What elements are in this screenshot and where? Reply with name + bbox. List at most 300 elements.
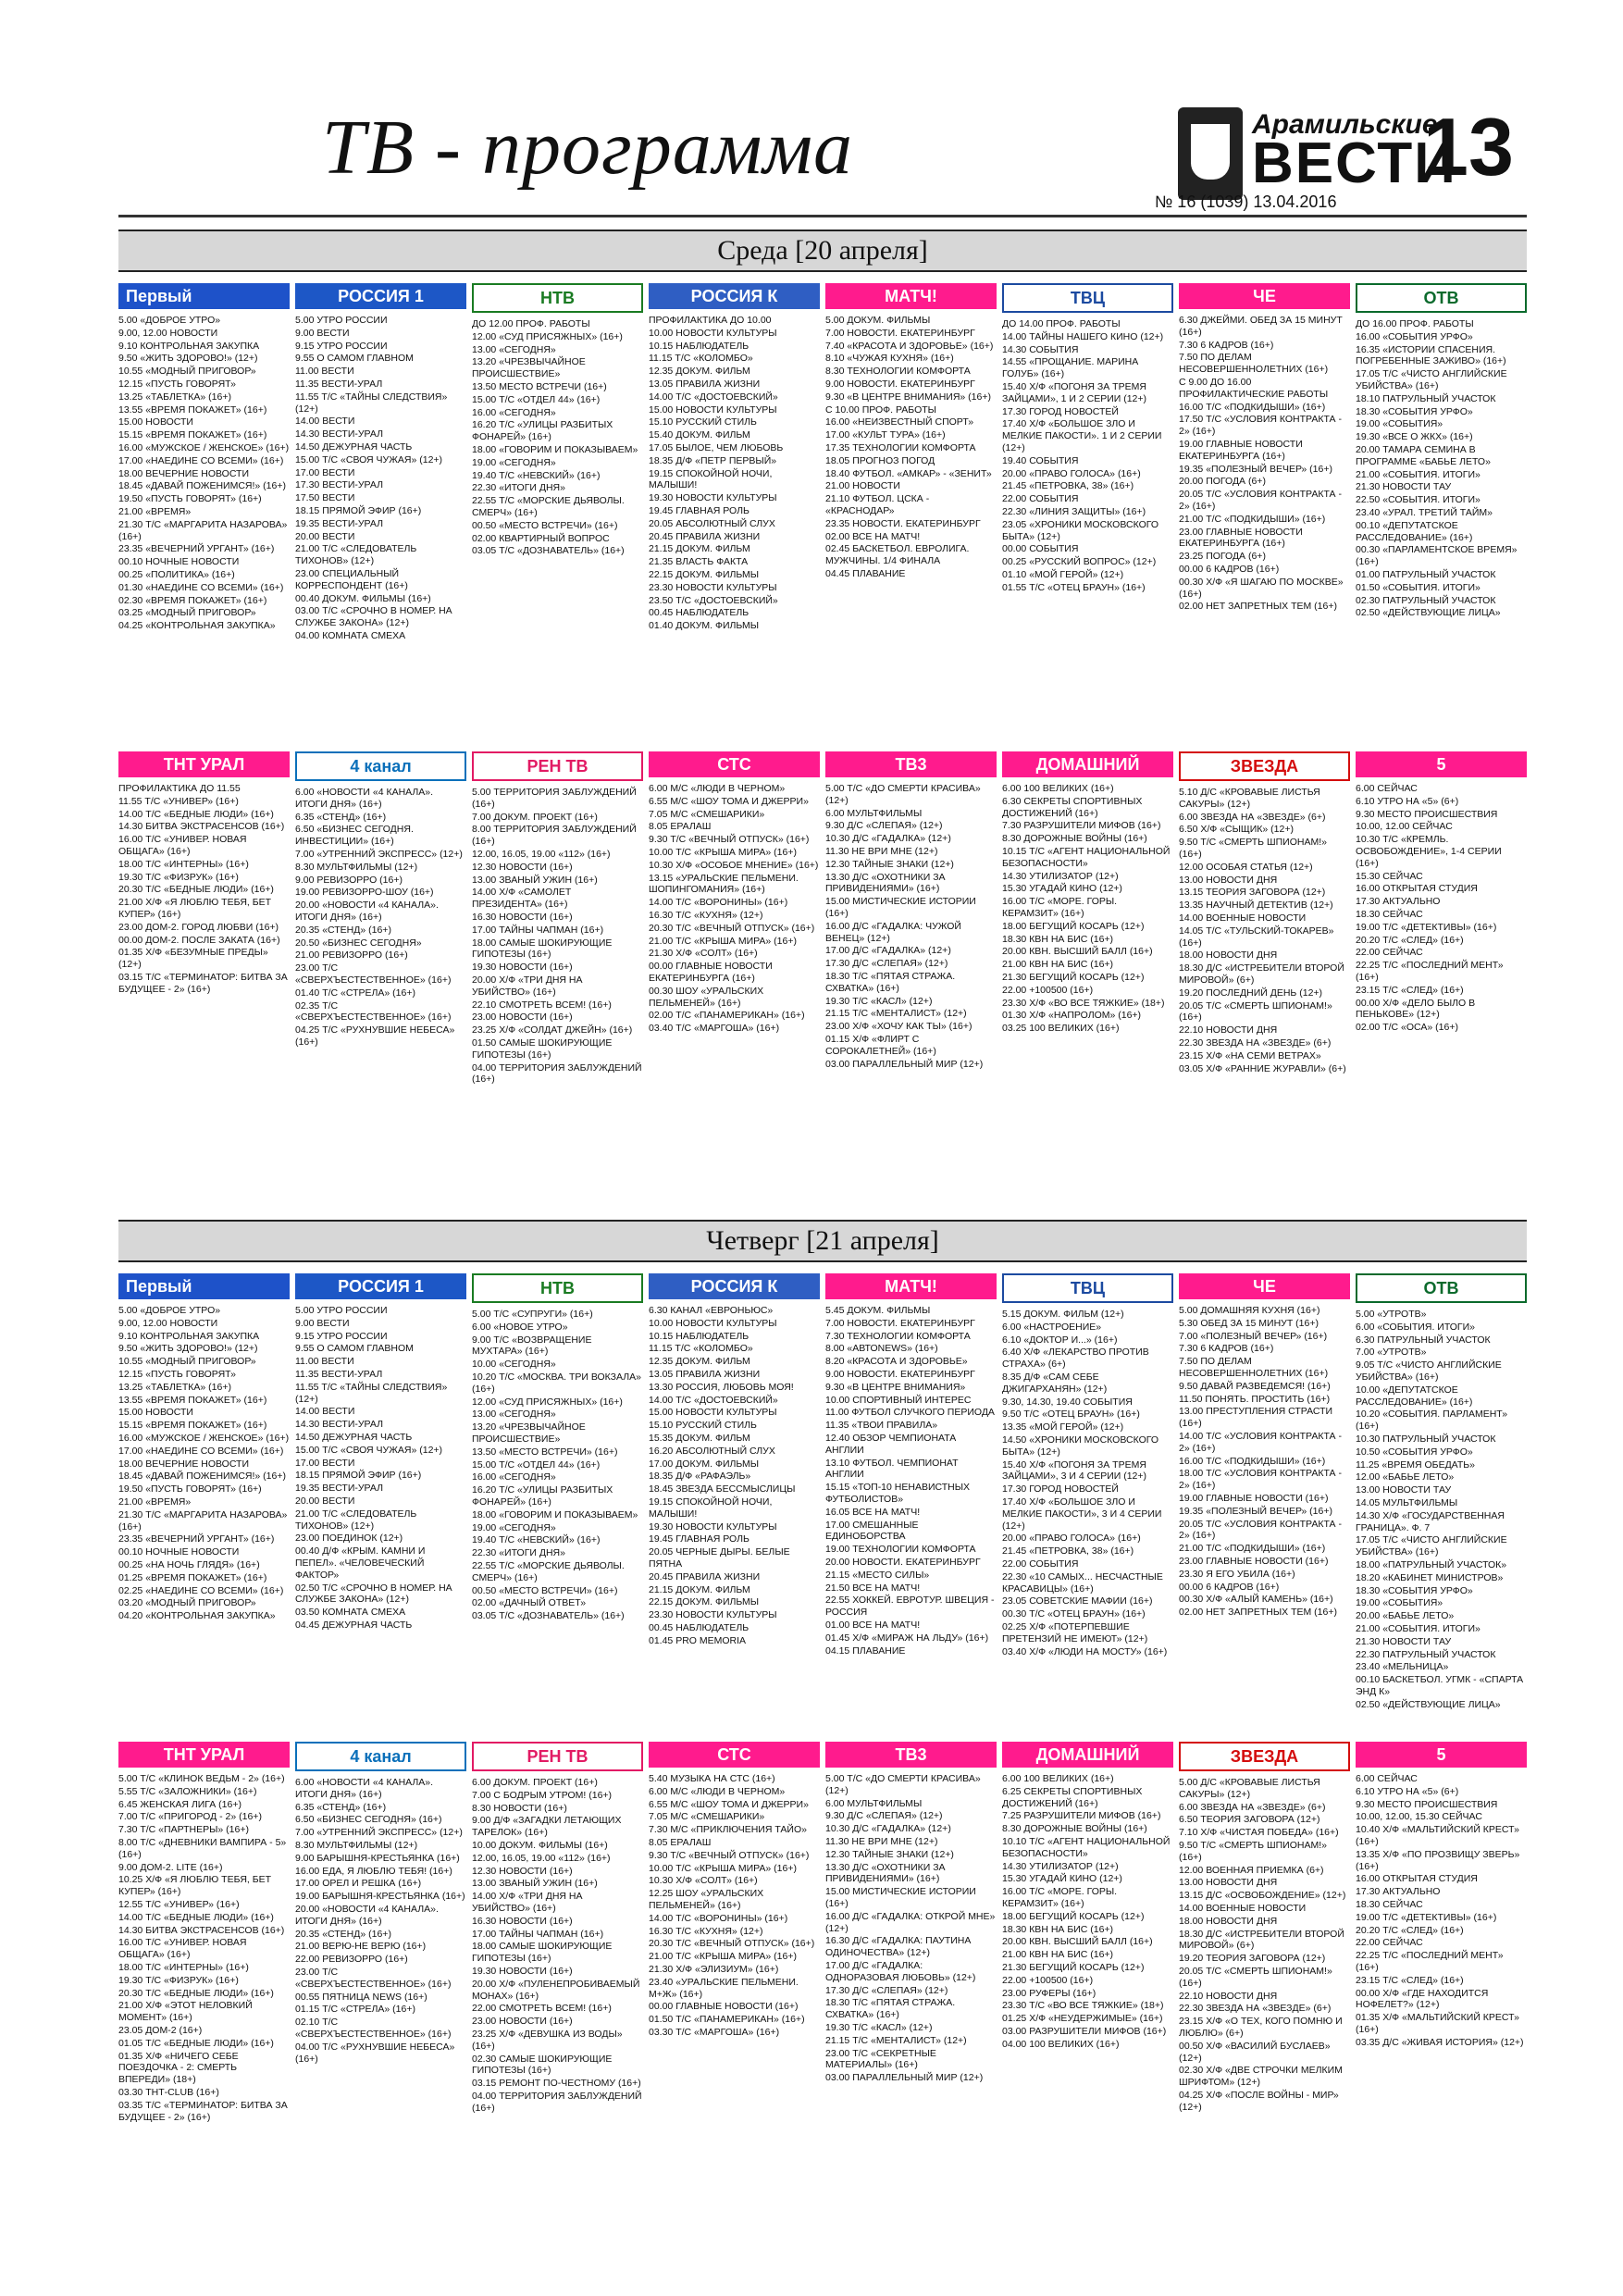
program-entry: 22.00 СЕЙЧАС: [1356, 947, 1423, 959]
channel-column: [472, 1742, 643, 2223]
program-entry: 22.25 Т/С «ПОСЛЕДНИЙ МЕНТ» (16+): [1356, 1950, 1504, 1973]
program-entry: 00.00 Х/Ф «ДЕЛО БЫЛО В ПЕНЬКОВЕ» (12+): [1356, 997, 1476, 1021]
program-entry: 11.00 ФУТБОЛ СЛУЧКОГО ПЕРИОДА: [825, 1407, 995, 1419]
program-entry: 5.00 УТРО РОССИИ: [295, 1305, 388, 1316]
program-entry: 16.00 Д/С «ГАДАЛКА: ЧУЖОЙ ВЕНЕЦ» (12+): [825, 920, 961, 944]
program-entry: 00.10 НОЧНЫЕ НОВОСТИ: [118, 556, 240, 568]
program-entry: 21.30 НОВОСТИ ТАУ: [1356, 481, 1452, 493]
program-entry: 19.00 ГЛАВНЫЕ НОВОСТИ ЕКАТЕРИНБУРГА (16+): [1179, 438, 1303, 462]
program-entry: 03.00 ПАРАЛЛЕЛЬНЫЙ МИР (12+): [825, 1058, 984, 1070]
program-entry: 20.45 ПРАВИЛА ЖИЗНИ: [649, 1570, 761, 1582]
program-entry: 21.00 Т/С «СЛЕДОВАТЕЛЬ ТИХОНОВ» (12+): [295, 543, 417, 567]
program-entry: 00.10 «ДЕПУТАТСКОЕ РАССЛЕДОВАНИЕ» (16+): [1356, 519, 1473, 543]
program-entry: 12.55 Т/С «УНИВЕР» (16+): [118, 1898, 240, 1910]
program-entry: 6.40 Х/Ф «ЛЕКАРСТВО ПРОТИВ СТРАХА» (6+): [1002, 1347, 1149, 1371]
program-entry: 21.30 НОВОСТИ ТАУ: [1356, 1635, 1452, 1647]
channel-logo: ОТВ: [1356, 283, 1527, 313]
program-entry: 17.40 Х/Ф «БОЛЬШОЕ ЗЛО И МЕЛКИЕ ПАКОСТИ». 1 И 2 СЕРИИ (12+): [1002, 418, 1162, 453]
program-entry: 16.30 Д/С «ГАДАЛКА: ПАУТИНА ОДИНОЧЕСТВА» (12+): [825, 1935, 972, 1959]
program-entry: 10.30 ПАТРУЛЬНЫЙ УЧАСТОК: [1356, 1433, 1496, 1445]
program-entry: 6.10 УТРО НА «5» (6+): [1356, 795, 1459, 807]
program-entry: 18.00 «ГОВОРИМ И ПОКАЗЫВАЕМ»: [472, 443, 638, 455]
program-entry: 20.00 «НОВОСТИ «4 КАНАЛА». ИТОГИ ДНЯ» (16+): [295, 900, 439, 923]
channel-column: [295, 1742, 466, 2223]
program-entry: 7.50 ПО ДЕЛАМ НЕСОВЕРШЕННОЛЕТНИХ (16+): [1179, 352, 1329, 376]
program-entry: 02.30 «ВРЕМЯ ПОКАЖЕТ» (16+): [118, 594, 267, 606]
channel-logo: РОССИЯ 1: [295, 1273, 466, 1299]
program-entry: 8.30 ДОРОЖНЫЕ ВОЙНЫ (16+): [1002, 833, 1147, 845]
program-entry: 02.35 Т/С «СВЕРХЪЕСТЕСТВЕННОЕ» (16+): [295, 999, 452, 1024]
program-entry: 12.35 ДОКУМ. ФИЛЬМ: [649, 366, 750, 378]
program-entry: 14.00 Т/С «ДОСТОЕВСКИЙ»: [649, 391, 778, 403]
program-entry: 14.00 Т/С «ВОРОНИНЫ» (16+): [649, 1912, 788, 1924]
program-entry: 8.05 ЕРАЛАШ: [649, 1836, 712, 1848]
program-entry: 14.30 УТИЛИЗАТОР (12+): [1002, 870, 1119, 882]
program-entry: 12.40 ОБЗОР ЧЕМПИОНАТА АНГЛИИ: [825, 1432, 957, 1456]
program-entry: 7.00 «УТРЕННИЙ ЭКСПРЕСС» (12+): [295, 848, 463, 860]
program-entry: 01.10 «МОЙ ГЕРОЙ» (12+): [1002, 568, 1124, 580]
program-entry: 17.00 ВЕСТИ: [295, 1457, 355, 1469]
program-entry: 19.30 НОВОСТИ КУЛЬТУРЫ: [649, 492, 777, 504]
program-entry: 21.15 Т/С «МЕНТАЛИСТ» (12+): [825, 1008, 967, 1020]
program-entry: 11.55 Т/С «ТАЙНЫ СЛЕДСТВИЯ» (12+): [295, 1381, 448, 1405]
program-entry: 21.00 Т/С «ПОДКИДЫШИ» (16+): [1179, 1543, 1326, 1555]
program-entry: 15.15 «ТОП-10 НЕНАВИСТНЫХ ФУТБОЛИСТОВ»: [825, 1482, 971, 1505]
program-entry: 9.50 «ЖИТЬ ЗДОРОВО!» (12+): [118, 353, 258, 365]
program-entry: 12.25 ШОУ «УРАЛЬСКИХ ПЕЛЬМЕНЕЙ» (16+): [649, 1888, 764, 1911]
program-entry: 23.25 Х/Ф «СОЛДАТ ДЖЕЙН» (16+): [472, 1024, 633, 1036]
masthead: [118, 100, 1527, 222]
logo-top-text: Арамильские: [1252, 109, 1438, 140]
channel-logo: 4 канал: [295, 751, 466, 781]
program-entry: 18.30 КВН НА БИС (16+): [1002, 933, 1114, 945]
program-entry: 15.00 МИСТИЧЕСКИЕ ИСТОРИИ (16+): [825, 896, 976, 919]
program-entry: 6.00 СЕЙЧАС: [1356, 1773, 1418, 1784]
program-entry: 22.00 СОБЫТИЯ: [1002, 1558, 1079, 1570]
program-entry: 23.15 Т/С «СЛЕД» (16+): [1356, 984, 1464, 996]
program-entry: 9.00 БАРЫШНЯ-КРЕСТЬЯНКА (16+): [295, 1852, 460, 1864]
channel-logo: ТВ3: [825, 1742, 997, 1768]
program-entry: 14.00 Т/С «БЕДНЫЕ ЛЮДИ» (16+): [118, 808, 274, 820]
channel-column: [649, 1273, 820, 1736]
channel-column: [1179, 751, 1350, 1200]
program-entry: 9.30 Т/С «ВЕЧНЫЙ ОТПУСК» (16+): [649, 1849, 810, 1861]
program-entry: 19.30 «ВСЕ О ЖКХ» (16+): [1356, 431, 1473, 443]
program-entry: 21.10 ФУТБОЛ. ЦСКА - «КРАСНОДАР»: [825, 493, 930, 516]
program-entry: 7.30 М/С «ПРИКЛЮЧЕНИЯ ТАЙО»: [649, 1824, 807, 1836]
program-entry: 20.05 Т/С «СМЕРТЬ ШПИОНАМ!» (16+): [1179, 1965, 1332, 1989]
program-entry: 7.00 НОВОСТИ. ЕКАТЕРИНБУРГ: [825, 1317, 975, 1329]
program-entry: 22.10 НОВОСТИ ДНЯ: [1179, 1990, 1278, 2002]
program-entry: 23.05 ДОМ-2 (16+): [118, 2024, 203, 2036]
program-entry: 16.00 «МУЖСКОЕ / ЖЕНСКОЕ» (16+): [118, 441, 290, 453]
program-entry: 14.30 БИТВА ЭКСТРАСЕНСОВ (16+): [118, 1924, 285, 1936]
program-entry: 15.30 УГАДАЙ КИНО (12+): [1002, 883, 1122, 895]
program-entry: 13.00 НОВОСТИ ДНЯ: [1179, 874, 1278, 886]
program-entry: 17.00 «КУЛЬТ ТУРА» (16+): [825, 429, 946, 441]
program-entry: 13.05 ПРАВИЛА ЖИЗНИ: [649, 1368, 761, 1380]
program-entry: 6.50 «БИЗНЕС СЕГОДНЯ» (16+): [295, 1814, 442, 1826]
program-entry: 21.00 Т/С «КРЫША МИРА» (16+): [649, 1951, 797, 1963]
program-entry: 22.00 СМОТРЕТЬ ВСЕМ! (16+): [472, 2003, 612, 2015]
program-entry: 20.05 ЧЕРНЫЕ ДЫРЫ. БЕЛЫЕ ПЯТНА: [649, 1546, 790, 1570]
program-entry: 5.55 Т/С «ЗАЛОЖНИКИ» (16+): [118, 1785, 257, 1797]
program-entry: 6.00 ЗВЕЗДА НА «ЗВЕЗДЕ» (6+): [1179, 811, 1326, 823]
page-title: ТВ - программа: [322, 105, 853, 191]
program-entry: 10.00 «СЕГОДНЯ»: [472, 1359, 556, 1371]
program-entry: 17.05 БЫЛОЕ, ЧЕМ ЛЮБОВЬ: [649, 441, 784, 453]
program-entry: 16.00 ОТКРЫТАЯ СТУДИЯ: [1356, 1873, 1478, 1885]
program-entry: 5.40 МУЗЫКА НА СТС (16+): [649, 1773, 775, 1784]
program-entry: 6.30 СЕКРЕТЫ СПОРТИВНЫХ ДОСТИЖЕНИЙ (16+): [1002, 795, 1143, 819]
program-entry: 9.00 НОВОСТИ. ЕКАТЕРИНБУРГ: [825, 1368, 975, 1380]
program-entry: 19.30 Т/С «КАСЛ» (12+): [825, 2021, 933, 2033]
program-entry: 00.30 ШОУ «УРАЛЬСКИХ ПЕЛЬМЕНЕЙ» (16+): [649, 985, 764, 1009]
program-entry: 10.00 СПОРТИВНЫЙ ИНТЕРЕС: [825, 1394, 972, 1406]
program-entry: 7.05 М/С «СМЕШАРИКИ»: [649, 1811, 765, 1823]
program-entry: 03.00 ПАРАЛЛЕЛЬНЫЙ МИР (12+): [825, 2072, 984, 2084]
program-entry: 21.30 Т/С «МАРГАРИТА НАЗАРОВА» (16+): [118, 1508, 288, 1533]
program-entry: 6.00 МУЛЬТФИЛЬМЫ: [825, 1797, 923, 1809]
issue-info: № 16 (1039) 13.04.2016: [1155, 192, 1337, 211]
program-entry: 21.00 Т/С «СЛЕДОВАТЕЛЬ ТИХОНОВ» (12+): [295, 1508, 417, 1532]
program-entry: 10.40 Х/Ф «МАЛЬТИЙСКИЙ КРЕСТ» (16+): [1356, 1824, 1519, 1847]
channel-logo: ЧЕ: [1179, 1273, 1350, 1299]
channel-logo: СТС: [649, 1742, 820, 1768]
program-entry: 22.00 СЕЙЧАС: [1356, 1937, 1423, 1949]
program-entry: 20.00 Х/Ф «ТРИ ДНЯ НА УБИЙСТВО» (16+): [472, 974, 583, 998]
day-2-top-grid: [118, 1273, 1527, 1736]
program-entry: 19.35 «ПОЛЕЗНЫЙ ВЕЧЕР» (16+): [1179, 463, 1332, 475]
program-entry: 01.50 Т/С «ПАНАМЕРИКАН» (16+): [649, 2014, 805, 2026]
program-entry: 17.05 Т/С «ЧИСТО АНГЛИЙСКИЕ УБИЙСТВА» (16+): [1356, 368, 1507, 391]
program-entry: 9.50 ДАВАЙ РАЗВЕДЕМСЯ! (16+): [1179, 1380, 1331, 1392]
channel-logo: МАТЧ!: [825, 283, 997, 309]
channel-logo: Первый: [118, 1273, 290, 1299]
channel-logo: РОССИЯ К: [649, 283, 820, 309]
channel-column: [295, 283, 466, 746]
program-entry: 9.30 Т/С «ВЕЧНЫЙ ОТПУСК» (16+): [649, 834, 810, 846]
program-entry: 03.25 100 ВЕЛИКИХ (16+): [1002, 1023, 1120, 1035]
program-entry: 01.45 Х/Ф «МИРАЖ НА ЛЬДУ» (16+): [825, 1632, 989, 1644]
program-entry: 00.00 СОБЫТИЯ: [1002, 543, 1079, 555]
program-entry: 7.00 ДОКУМ. ПРОЕКТ (16+): [472, 811, 598, 823]
program-entry: 19.30 Т/С «ФИЗРУК» (16+): [118, 871, 239, 883]
program-entry: 9.50 Т/С «СМЕРТЬ ШПИОНАМ!» (16+): [1179, 1839, 1327, 1863]
program-entry: 01.05 Т/С «БЕДНЫЕ ЛЮДИ» (16+): [118, 2037, 274, 2049]
program-entry: 13.15 «УРАЛЬСКИЕ ПЕЛЬМЕНИ. ШОПИНГОМАНИЯ» (16+): [649, 872, 799, 896]
program-entry: 03.20 «МОДНЫЙ ПРИГОВОР»: [118, 1597, 256, 1609]
program-entry: 22.00 +100500 (16+): [1002, 984, 1094, 996]
program-entry: 6.30 ДЖЕЙМИ. ОБЕД ЗА 15 МИНУТ (16+): [1179, 315, 1343, 338]
program-entry: 16.00 Т/С «УНИВЕР. НОВАЯ ОБЩАГА» (16+): [118, 1937, 247, 1961]
channel-logo: ТВЦ: [1002, 283, 1173, 313]
program-entry: 6.35 «СТЕНД» (16+): [295, 1801, 387, 1813]
program-entry: 21.00 Х/Ф «Я ЛЮБЛЮ ТЕБЯ, БЕТ КУПЕР» (16+): [118, 897, 272, 920]
program-entry: 21.00 ВЕРЮ-НЕ ВЕРЮ (16+): [295, 1941, 427, 1953]
program-entry: 6.00 М/С «ЛЮДИ В ЧЕРНОМ»: [649, 1785, 786, 1797]
program-entry: 14.00 Х/Ф «САМОЛЕТ ПРЕЗИДЕНТА» (16+): [472, 887, 572, 911]
program-entry: 10.15 Т/С «АГЕНТ НАЦИОНАЛЬНОЙ БЕЗОПАСНОСТИ»: [1002, 845, 1171, 869]
program-entry: 9.00 НОВОСТИ. ЕКАТЕРИНБУРГ: [825, 378, 975, 390]
program-entry: 01.15 Т/С «СТРЕЛА» (16+): [295, 2004, 415, 2016]
program-entry: 00.50 «МЕСТО ВСТРЕЧИ» (16+): [472, 519, 618, 531]
program-entry: 19.00 Т/С «ДЕТЕКТИВЫ» (16+): [1356, 1911, 1497, 1923]
program-entry: 7.00 С БОДРЫМ УТРОМ! (16+): [472, 1789, 613, 1801]
program-entry: 00.30 Х/Ф «Я ШАГАЮ ПО МОСКВЕ» (16+): [1179, 576, 1344, 600]
program-entry: 23.00 НОВОСТИ (16+): [472, 2016, 573, 2028]
program-entry: 16.30 НОВОСТИ (16+): [472, 911, 573, 923]
program-entry: 5.00 «ДОБРОЕ УТРО»: [118, 1305, 221, 1316]
program-entry: 20.20 Т/С «СЛЕД» (16+): [1356, 934, 1464, 946]
program-entry: ДО 12.00 ПРОФ. РАБОТЫ: [472, 318, 590, 329]
program-entry: 02.30 ПАТРУЛЬНЫЙ УЧАСТОК: [1356, 594, 1496, 606]
program-entry: 01.35 Х/Ф «МАЛЬТИЙСКИЙ КРЕСТ» (16+): [1356, 2012, 1519, 2035]
program-entry: 22.00 РЕВИЗОРРО (16+): [295, 1954, 408, 1966]
program-entry: 13.35 «МОЙ ГЕРОЙ» (12+): [1002, 1421, 1124, 1433]
program-entry: 6.25 СЕКРЕТЫ СПОРТИВНЫХ ДОСТИЖЕНИЙ (16+): [1002, 1785, 1143, 1809]
channel-logo: ОТВ: [1356, 1273, 1527, 1303]
program-entry: 14.55 «ПРОЩАНИЕ. МАРИНА ГОЛУБ» (16+): [1002, 356, 1139, 380]
program-entry: ПРОФИЛАКТИКА ДО 10.00: [649, 315, 772, 326]
program-entry: 15.40 ДОКУМ. ФИЛЬМ: [649, 429, 750, 441]
program-entry: 01.50 «СОБЫТИЯ. ИТОГИ»: [1356, 581, 1481, 593]
program-entry: 15.35 ДОКУМ. ФИЛЬМ: [649, 1432, 750, 1444]
program-entry: 8.30 МУЛЬТФИЛЬМЫ (12+): [295, 1839, 418, 1851]
program-entry: 04.45 ДЕЖУРНАЯ ЧАСТЬ: [295, 1619, 413, 1631]
program-entry: 17.00 «НАЕДИНЕ СО ВСЕМИ» (16+): [118, 1445, 284, 1457]
program-entry: 01.25 Х/Ф «НЕУДЕРЖИМЫЕ» (16+): [1002, 2013, 1163, 2025]
program-entry: 7.05 М/С «СМЕШАРИКИ»: [649, 808, 765, 820]
channel-column: [649, 283, 820, 746]
page-number: 13: [1423, 101, 1514, 192]
program-entry: 19.00 «СОБЫТИЯ»: [1356, 418, 1443, 430]
program-entry: 01.35 Х/Ф «БЕЗУМНЫЕ ПРЕДЫ» (12+): [118, 947, 268, 971]
program-entry: 20.00 «ПРАВО ГОЛОСА» (16+): [1002, 1533, 1141, 1545]
program-entry: 00.25 «РУССКИЙ ВОПРОС» (12+): [1002, 556, 1157, 568]
program-entry: 19.40 Т/С «НЕВСКИЙ» (16+): [472, 1534, 601, 1546]
program-entry: 23.00 Т/С «СВЕРХЪЕСТЕСТВЕННОЕ» (16+): [295, 962, 452, 986]
program-entry: 9.30 Д/С «СЛЕПАЯ» (12+): [825, 1810, 943, 1822]
program-entry: 00.10 БАСКЕТБОЛ. УГМК - «СПАРТА ЭНД К»: [1356, 1674, 1524, 1697]
program-entry: 16.00 ЕДА, Я ЛЮБЛЮ ТЕБЯ! (16+): [295, 1865, 452, 1877]
program-entry: 9.00 Д/Ф «ЗАГАДКИ ЛЕТАЮЩИХ ТАРЕЛОК» (16+): [472, 1815, 622, 1839]
program-entry: 23.00 Т/С «СЕКРЕТНЫЕ МАТЕРИАЛЫ» (16+): [825, 2047, 936, 2071]
program-entry: 00.40 Д/Ф «КРЫМ. КАМНИ И ПЕПЕЛ». «ЧЕЛОВЕЧЕСКИЙ ФАКТОР»: [295, 1545, 426, 1581]
program-entry: 11.00 ВЕСТИ: [295, 366, 354, 378]
channel-logo: РОССИЯ 1: [295, 283, 466, 309]
program-entry: 03.05 Х/Ф «РАННИЕ ЖУРАВЛИ» (6+): [1179, 1062, 1346, 1074]
program-entry: 12.00, 16.05, 19.00 «112» (16+): [472, 1852, 611, 1864]
program-entry: 19.30 НОВОСТИ (16+): [472, 1965, 573, 1977]
program-entry: 13.00 НОВОСТИ ДНЯ: [1179, 1877, 1278, 1889]
program-entry: 5.45 ДОКУМ. ФИЛЬМЫ: [825, 1305, 931, 1316]
program-entry: 19.00 БАРЫШНЯ-КРЕСТЬЯНКА (16+): [295, 1891, 465, 1903]
program-entry: 03.00 РАЗРУШИТЕЛИ МИФОВ (16+): [1002, 2025, 1167, 2037]
program-entry: 18.00 НОВОСТИ ДНЯ: [1179, 949, 1278, 962]
program-entry: 18.00 БЕГУЩИЙ КОСАРЬ (12+): [1002, 920, 1145, 932]
program-entry: 14.00 Х/Ф «ТРИ ДНЯ НА УБИЙСТВО» (16+): [472, 1891, 583, 1914]
program-entry: 10.30 Д/С «ГАДАЛКА» (12+): [825, 1823, 951, 1835]
program-entry: 11.35 ВЕСТИ-УРАЛ: [295, 378, 383, 390]
program-entry: 12.30 ТАЙНЫЕ ЗНАКИ (12+): [825, 1848, 954, 1860]
program-entry: 22.30 ЗВЕЗДА НА «ЗВЕЗДЕ» (6+): [1179, 2003, 1332, 2015]
program-entry: 9.50 Т/С «ОТЕЦ БРАУН» (16+): [1002, 1409, 1140, 1421]
program-entry: 04.00 КОМНАТА СМЕХА: [295, 629, 406, 641]
program-entry: 19.30 Т/С «КАСЛ» (12+): [825, 995, 933, 1007]
program-entry: 18.30 Д/С «ИСТРЕБИТЕЛИ ВТОРОЙ МИРОВОЙ» (6+): [1179, 1928, 1344, 1952]
channel-column: [1356, 283, 1527, 746]
program-entry: 23.30 Т/С «ВО ВСЕ ТЯЖКИЕ» (18+): [1002, 2000, 1164, 2012]
program-entry: 21.30 Т/С «МАРГАРИТА НАЗАРОВА» (16+): [118, 518, 288, 542]
program-entry: 19.15 СПОКОЙНОЙ НОЧИ, МАЛЫШИ!: [649, 1496, 773, 1520]
program-entry: 19.40 СОБЫТИЯ: [1002, 454, 1079, 466]
program-entry: 18.45 «ДАВАЙ ПОЖЕНИМСЯ!» (16+): [118, 1471, 286, 1483]
program-entry: 13.35 НАУЧНЫЙ ДЕТЕКТИВ (12+): [1179, 900, 1333, 912]
program-entry: 01.40 ДОКУМ. ФИЛЬМЫ: [649, 620, 760, 632]
channel-logo: НТВ: [472, 283, 643, 313]
program-entry: 14.50 ДЕЖУРНАЯ ЧАСТЬ: [295, 1431, 413, 1443]
program-entry: 9.30 «В ЦЕНТРЕ ВНИМАНИЯ» (16+): [825, 391, 991, 403]
program-entry: 9.50 Т/С «СМЕРТЬ ШПИОНАМ!» (16+): [1179, 837, 1327, 860]
program-entry: 23.05 СОВЕТСКИЕ МАФИИ (16+): [1002, 1595, 1153, 1607]
program-entry: 16.00 Т/С «МОРЕ. ГОРЫ. КЕРАМЗИТ» (16+): [1002, 1886, 1118, 1909]
program-entry: 9.30 МЕСТО ПРОИСШЕСТВИЯ: [1356, 808, 1498, 820]
program-entry: 12.00 «СУД ПРИСЯЖНЫХ» (16+): [472, 1396, 623, 1408]
program-entry: 02.00 Т/С «ОСА» (16+): [1356, 1022, 1458, 1034]
program-entry: 15.00 НОВОСТИ: [118, 1407, 193, 1419]
program-entry: 18.00 Т/С «УСЛОВИЯ КОНТРАКТА - 2» (16+): [1179, 1468, 1342, 1492]
program-entry: 15.30 УГАДАЙ КИНО (12+): [1002, 1873, 1122, 1885]
program-entry: 19.00 ТЕХНОЛОГИИ КОМФОРТА: [825, 1544, 976, 1556]
program-entry: 01.15 Х/Ф «ФЛИРТ С СОРОКАЛЕТНЕЙ» (16+): [825, 1033, 936, 1057]
program-entry: 17.50 ВЕСТИ: [295, 492, 355, 504]
program-entry: 13.00 ЗВАНЫЙ УЖИН (16+): [472, 874, 598, 886]
program-entry: 5.00 «УТРОТВ»: [1356, 1309, 1427, 1320]
program-entry: 7.30 ТЕХНОЛОГИИ КОМФОРТА: [825, 1330, 971, 1342]
channel-column: [1356, 751, 1527, 1200]
program-entry: 21.45 «ПЕТРОВКА, 38» (16+): [1002, 480, 1134, 492]
program-entry: 03.40 Х/Ф «ЛЮДИ НА МОСТУ» (16+): [1002, 1645, 1168, 1657]
program-entry: 10.00 НОВОСТИ КУЛЬТУРЫ: [649, 327, 777, 339]
program-entry: 9.10 КОНТРОЛЬНАЯ ЗАКУПКА: [118, 340, 260, 352]
program-entry: 7.00 «УТРОТВ»: [1356, 1347, 1427, 1359]
program-entry: 7.00 «ПОЛЕЗНЫЙ ВЕЧЕР» (16+): [1179, 1330, 1328, 1342]
day-1-bottom-grid: [118, 751, 1527, 1200]
channel-logo: ЧЕ: [1179, 283, 1350, 309]
program-entry: 21.30 БЕГУЩИЙ КОСАРЬ (12+): [1002, 971, 1145, 983]
program-entry: 12.30 ТАЙНЫЕ ЗНАКИ (12+): [825, 858, 954, 870]
program-entry: 14.05 Т/С «ТУЛЬСКИЙ-ТОКАРЕВ» (16+): [1179, 925, 1334, 949]
program-entry: 10.00 Т/С «КРЫША МИРА» (16+): [649, 1862, 797, 1874]
program-entry: 11.30 НЕ ВРИ МНЕ (12+): [825, 1835, 938, 1847]
program-entry: 13.00 «СЕГОДНЯ»: [472, 343, 556, 355]
day-1-top-grid: [118, 283, 1527, 746]
program-entry: 20.30 Т/С «БЕДНЫЕ ЛЮДИ» (16+): [118, 1987, 274, 1999]
program-entry: 5.00 «ДОБРОЕ УТРО»: [118, 315, 221, 326]
program-entry: 6.10 УТРО НА «5» (6+): [1356, 1785, 1459, 1797]
program-entry: 7.40 «КРАСОТА И ЗДОРОВЬЕ» (16+): [825, 340, 994, 352]
channel-column: [1002, 1273, 1173, 1736]
program-entry: 20.30 Т/С «БЕДНЫЕ ЛЮДИ» (16+): [118, 884, 274, 896]
program-entry: 17.40 Х/Ф «БОЛЬШОЕ ЗЛО И МЕЛКИЕ ПАКОСТИ», 3 И 4 СЕРИИ (12+): [1002, 1496, 1162, 1532]
program-entry: 12.15 «ПУСТЬ ГОВОРЯТ»: [118, 1368, 236, 1380]
program-entry: 10.10 Т/С «АГЕНТ НАЦИОНАЛЬНОЙ БЕЗОПАСНОСТИ»: [1002, 1835, 1171, 1859]
program-entry: 23.00 ДОМ-2. ГОРОД ЛЮБВИ (16+): [118, 921, 279, 933]
program-entry: 20.00 «НОВОСТИ «4 КАНАЛА». ИТОГИ ДНЯ» (16+): [295, 1903, 439, 1927]
program-entry: 03.40 Т/С «МАРГОША» (16+): [649, 1023, 780, 1035]
program-entry: 01.00 ПАТРУЛЬНЫЙ УЧАСТОК: [1356, 568, 1496, 580]
program-entry: 16.00 «СЕГОДНЯ»: [472, 406, 556, 418]
program-entry: 20.30 Т/С «ВЕЧНЫЙ ОТПУСК» (16+): [649, 922, 815, 934]
program-entry: 02.00 КВАРТИРНЫЙ ВОПРОС: [472, 532, 610, 544]
program-entry: 17.00 ТАЙНЫ ЧАПМАН (16+): [472, 924, 604, 936]
program-entry: 04.25 Х/Ф «ПОСЛЕ ВОЙНЫ - МИР» (12+): [1179, 2089, 1339, 2113]
program-entry: 15.10 РУССКИЙ СТИЛЬ: [649, 416, 757, 428]
program-entry: С 9.00 ДО 16.00 ПРОФИЛАКТИЧЕСКИЕ РАБОТЫ: [1179, 376, 1329, 400]
program-entry: 6.50 ТЕОРИЯ ЗАГОВОРА (12+): [1179, 1814, 1320, 1826]
program-entry: 12.00 ОСОБАЯ СТАТЬЯ (12+): [1179, 861, 1313, 873]
program-entry: 10.00, 12.00, 15.30 СЕЙЧАС: [1356, 1811, 1482, 1823]
program-entry: 9.30 Д/С «СЛЕПАЯ» (12+): [825, 820, 943, 832]
program-entry: 15.15 «ВРЕМЯ ПОКАЖЕТ» (16+): [118, 429, 267, 441]
program-entry: 13.30 РОССИЯ, ЛЮБОВЬ МОЯ!: [649, 1381, 794, 1393]
program-entry: 14.30 Х/Ф «ГОСУДАРСТВЕННАЯ ГРАНИЦА». Ф. 7: [1356, 1509, 1505, 1533]
program-entry: 19.35 «ПОЛЕЗНЫЙ ВЕЧЕР» (16+): [1179, 1505, 1332, 1517]
program-entry: 20.05 АБСОЛЮТНЫЙ СЛУХ: [649, 517, 775, 529]
program-entry: 7.00 Т/С «ПРИГОРОД - 2» (16+): [118, 1811, 262, 1823]
program-entry: 13.00 ПРЕСТУПЛЕНИЯ СТРАСТИ (16+): [1179, 1406, 1333, 1430]
program-entry: 02.00 Т/С «ПАНАМЕРИКАН» (16+): [649, 1010, 805, 1022]
program-entry: 20.05 Т/С «СМЕРТЬ ШПИОНАМ!» (16+): [1179, 999, 1332, 1024]
program-entry: 14.00 ВЕСТИ: [295, 416, 355, 428]
program-entry: 15.15 «ВРЕМЯ ПОКАЖЕТ» (16+): [118, 1420, 267, 1432]
program-entry: 14.00 ВОЕННЫЕ НОВОСТИ: [1179, 1902, 1307, 1914]
program-entry: 18.10 ПАТРУЛЬНЫЙ УЧАСТОК: [1356, 392, 1496, 404]
program-entry: 7.30 РАЗРУШИТЕЛИ МИФОВ (16+): [1002, 820, 1161, 832]
program-entry: 16.00 Д/С «ГАДАЛКА: ОТКРОЙ МНЕ» (12+): [825, 1910, 996, 1934]
program-entry: 9.00, 12.00 НОВОСТИ: [118, 327, 218, 339]
program-entry: 9.00 ВЕСТИ: [295, 327, 350, 339]
program-entry: ПРОФИЛАКТИКА ДО 11.55: [118, 783, 241, 794]
program-entry: 9.30, 14.30, 19.40 СОБЫТИЯ: [1002, 1396, 1133, 1408]
program-entry: 11.00 ВЕСТИ: [295, 1356, 354, 1368]
program-entry: 04.15 ПЛАВАНИЕ: [825, 1644, 906, 1657]
program-entry: 01.30 «НАЕДИНЕ СО ВСЕМИ» (16+): [118, 581, 284, 593]
program-entry: 7.10 Х/Ф «ЧИСТАЯ ПОБЕДА» (16+): [1179, 1827, 1339, 1839]
program-entry: 15.00 Т/С «ОТДЕЛ 44» (16+): [472, 1458, 601, 1471]
program-entry: 15.00 НОВОСТИ КУЛЬТУРЫ: [649, 1407, 777, 1419]
program-entry: 22.30 «10 САМЫХ... НЕСЧАСТНЫЕ КРАСАВИЦЫ» (16+): [1002, 1570, 1163, 1595]
program-entry: 7.25 РАЗРУШИТЕЛИ МИФОВ (16+): [1002, 1810, 1161, 1822]
program-entry: 00.30 Т/С «ОТЕЦ БРАУН» (16+): [1002, 1608, 1146, 1620]
program-entry: 20.35 «СТЕНД» (16+): [295, 924, 391, 936]
program-entry: 8.35 Д/Ф «САМ СЕБЕ ДЖИГАРХАНЯН» (12+): [1002, 1371, 1108, 1395]
program-entry: 15.10 РУССКИЙ СТИЛЬ: [649, 1420, 757, 1432]
program-entry: 20.05 Т/С «УСЛОВИЯ КОНТРАКТА - 2» (16+): [1179, 1518, 1342, 1542]
program-entry: 18.00 Т/С «ИНТЕРНЫ» (16+): [118, 1961, 249, 1973]
program-entry: 21.00 «СОБЫТИЯ. ИТОГИ»: [1356, 468, 1481, 480]
program-entry: 04.45 ПЛАВАНИЕ: [825, 567, 906, 579]
program-entry: 18.30 Т/С «ПЯТАЯ СТРАЖА. СХВАТКА» (16+): [825, 1997, 956, 2021]
program-entry: 13.25 «ТАБЛЕТКА» (16+): [118, 1381, 231, 1393]
program-entry: 9.00 Т/С «ВОЗВРАЩЕНИЕ МУХТАРА» (16+): [472, 1334, 592, 1358]
program-entry: 16.35 «ИСТОРИИ СПАСЕНИЯ. ПОГРЕБЕННЫЕ ЗАЖИВО» (16+): [1356, 343, 1506, 367]
program-entry: 18.30 КВН НА БИС (16+): [1002, 1923, 1114, 1935]
channel-logo: ТНТ УРАЛ: [118, 751, 290, 777]
program-entry: 22.30 ПАТРУЛЬНЫЙ УЧАСТОК: [1356, 1648, 1496, 1660]
program-entry: 16.00 Т/С «ПОДКИДЫШИ» (16+): [1179, 1455, 1326, 1467]
